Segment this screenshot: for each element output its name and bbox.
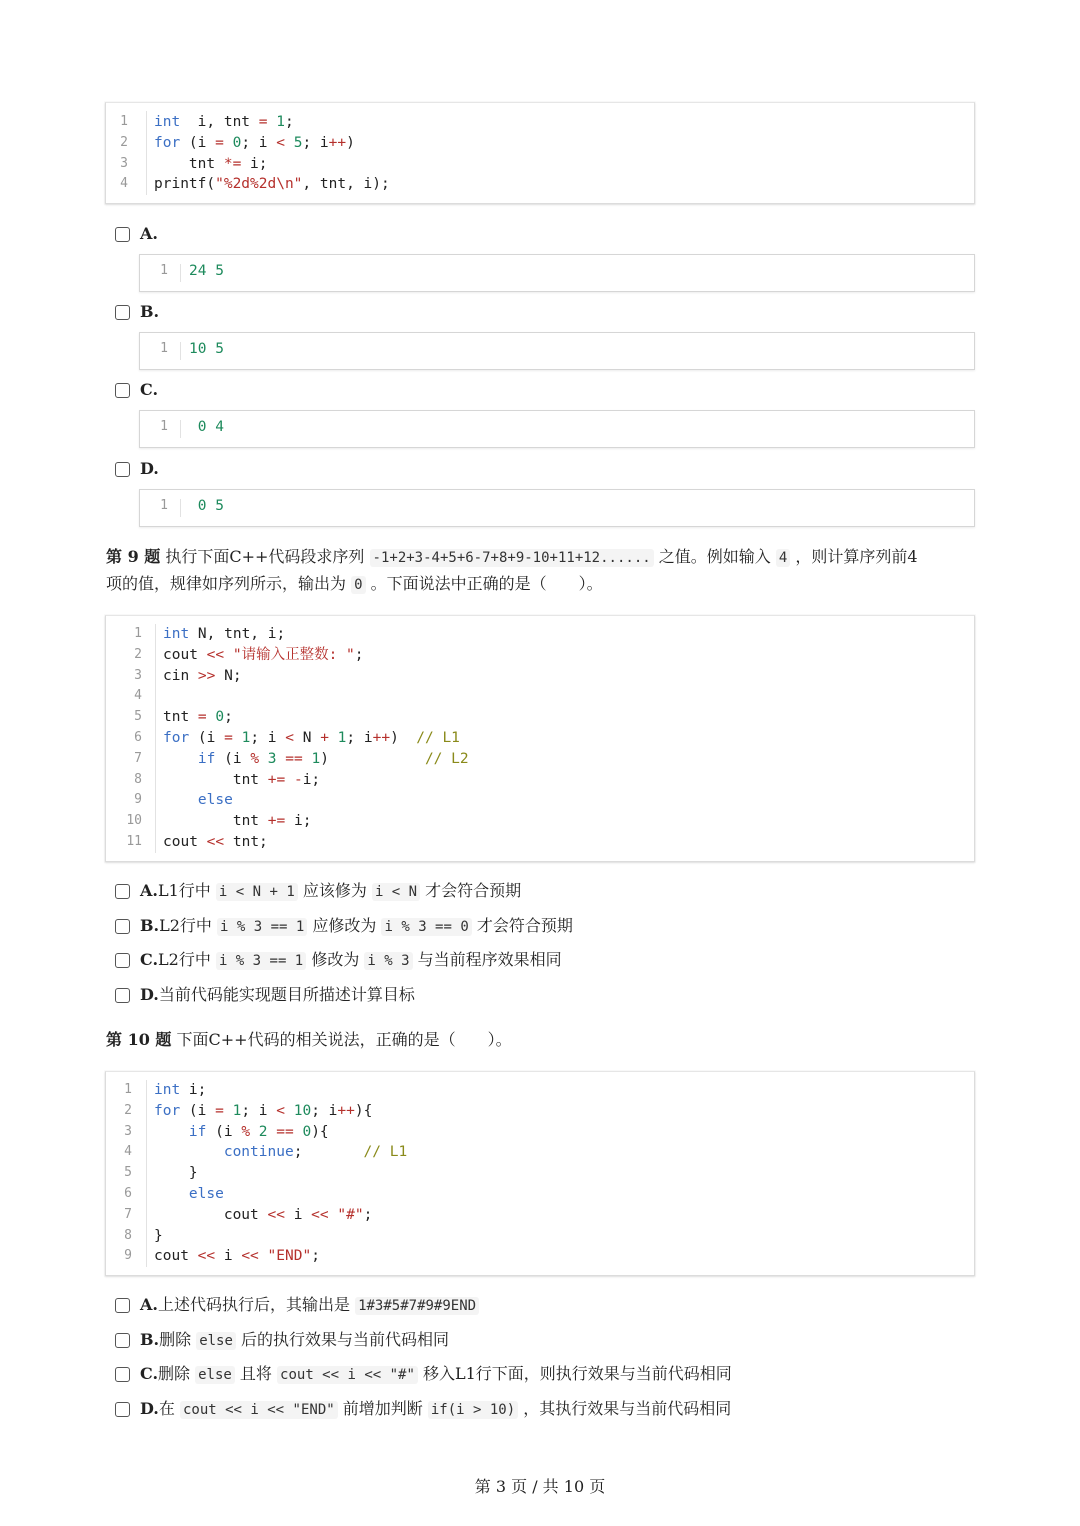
option-text: 后的执行效果与当前代码相同 — [235, 1330, 449, 1349]
inline-code: else — [195, 1366, 235, 1384]
option-text: 当前代码能实现题目所描述计算目标 — [158, 985, 415, 1004]
option-b-checkbox[interactable] — [115, 305, 130, 320]
option-answer-text: 0 4 — [189, 419, 224, 435]
q10-option-c-checkbox[interactable] — [115, 1367, 130, 1382]
inline-code: i < N — [372, 883, 420, 901]
q9-code-line — [106, 811, 974, 832]
q9-input-example: 4 — [776, 549, 790, 567]
option-answer-box — [139, 410, 975, 448]
option-a-checkbox[interactable] — [115, 227, 130, 242]
q9-code-line — [106, 666, 974, 687]
line-number: 4 — [120, 176, 128, 192]
q10-option-c — [140, 1363, 732, 1386]
code-text: int N, tnt, i; — [163, 626, 286, 642]
inline-code: else — [196, 1332, 236, 1350]
q10-code-line — [106, 1122, 974, 1143]
option-letter: C. — [140, 380, 159, 399]
q8-code-line — [106, 154, 974, 175]
q9-label: 第 9 题 — [106, 547, 161, 566]
code-text: printf("%2d%2d\n", tnt, i); — [154, 176, 390, 193]
gutter-divider — [180, 342, 181, 360]
line-number: 3 — [134, 667, 142, 683]
q10-option-b — [140, 1329, 449, 1352]
q9-text2: 之值。例如输入 — [658, 547, 771, 566]
q9-code-line — [106, 707, 974, 728]
inline-code: cout << i << "#" — [277, 1366, 418, 1384]
line-number: 9 — [124, 1248, 132, 1264]
code-text: else — [197, 792, 233, 809]
option-answer-box — [139, 332, 975, 370]
option-text: 修改为 — [306, 950, 365, 969]
option-text: 才会符合预期 — [420, 881, 522, 900]
code-text: tnt += i; — [163, 813, 312, 830]
q10-label: 第 10 题 — [106, 1030, 172, 1049]
q10-code-line — [106, 1163, 974, 1184]
option-letter: C. — [140, 950, 159, 969]
option-letter: D. — [140, 1399, 159, 1418]
q10-code-line — [106, 1226, 974, 1247]
option-text: 删除 — [158, 1364, 196, 1383]
line-number: 1 — [160, 419, 168, 434]
q9-option-a-checkbox[interactable] — [115, 884, 130, 899]
line-number: 6 — [134, 729, 142, 745]
q9-option-c-checkbox[interactable] — [115, 953, 130, 968]
code-text: } — [154, 1227, 163, 1244]
inline-code: if(i > 10) — [428, 1401, 518, 1419]
code-text: cin >> N; — [163, 667, 242, 684]
q10-code-line — [106, 1246, 974, 1267]
option-text: 移入L1行下面，则执行效果与当前代码相同 — [417, 1364, 732, 1383]
q9-sequence: -1+2+3-4+5+6-7+8+9-10+11+12...... — [370, 549, 654, 567]
code-text: cout << i << "END"; — [154, 1248, 320, 1265]
line-number: 11 — [126, 833, 142, 849]
line-number: 4 — [134, 688, 142, 704]
line-number: 7 — [134, 750, 142, 766]
q8-code-line — [106, 174, 974, 195]
q10-code-line — [106, 1184, 974, 1205]
gutter-divider — [180, 420, 181, 438]
q9-option-c — [140, 949, 562, 972]
line-number: 5 — [134, 709, 142, 725]
option-text: L2行中 — [158, 950, 216, 969]
q9-option-b-checkbox[interactable] — [115, 919, 130, 934]
option-text: 删除 — [159, 1330, 197, 1349]
line-number: 8 — [124, 1227, 132, 1243]
code-text: tnt = 0; — [163, 709, 233, 726]
gutter-divider — [180, 264, 181, 282]
q9-option-d-checkbox[interactable] — [115, 988, 130, 1003]
q9-text1: 执行下面C++代码段求序列 — [165, 547, 365, 566]
option-text: 应该修为 — [297, 881, 372, 900]
line-number: 8 — [134, 771, 142, 787]
line-number: 1 — [134, 626, 142, 641]
q9-code-line — [106, 686, 974, 707]
q9-text4: 项的值，规律如序列所示，输出为 — [106, 574, 347, 593]
inline-code: i % 3 == 1 — [216, 952, 306, 970]
q9-text5: 。下面说法中正确的是（ ）。 — [370, 574, 603, 593]
q9-text3: ，则计算序列前4 — [795, 547, 918, 566]
code-text: int i, tnt = 1; — [154, 114, 294, 130]
q10-option-b-checkbox[interactable] — [115, 1333, 130, 1348]
line-number: 5 — [124, 1165, 132, 1181]
option-letter: A. — [140, 224, 158, 243]
q10-option-a — [140, 1294, 479, 1317]
line-number: 1 — [120, 114, 128, 129]
code-text: continue; // L1 — [223, 1144, 408, 1161]
line-number: 1 — [160, 263, 168, 278]
option-answer-box — [139, 254, 975, 292]
option-c-checkbox[interactable] — [115, 383, 130, 398]
q10-option-d-checkbox[interactable] — [115, 1402, 130, 1417]
code-text: for (i = 0; i < 5; i++) — [154, 134, 355, 151]
q9-code-block — [105, 615, 975, 862]
q9-code-line — [106, 645, 974, 666]
option-text: L2行中 — [159, 916, 217, 935]
option-text: 应修改为 — [307, 916, 382, 935]
option-letter: B. — [140, 1330, 160, 1349]
line-number: 9 — [134, 792, 142, 808]
option-letter: A. — [140, 1295, 158, 1314]
line-number: 1 — [124, 1082, 132, 1097]
gutter-divider — [180, 499, 181, 517]
option-text: 与当前程序效果相同 — [412, 950, 562, 969]
option-answer-text: 0 5 — [189, 498, 224, 514]
q10-code-line — [106, 1101, 974, 1122]
code-text: int i; — [154, 1082, 207, 1098]
code-text: tnt += -i; — [163, 771, 321, 788]
q8-code-line — [106, 133, 974, 154]
q10-option-a-checkbox[interactable] — [115, 1298, 130, 1313]
q10-option-d — [140, 1398, 731, 1421]
code-text: else — [188, 1185, 224, 1202]
q10-code-line — [106, 1142, 974, 1163]
option-answer-box — [139, 489, 975, 527]
option-letter: B. — [140, 916, 160, 935]
option-d-checkbox[interactable] — [115, 462, 130, 477]
inline-code: i % 3 == 1 — [217, 918, 307, 936]
q10-code-line — [106, 1080, 974, 1101]
line-number: 2 — [120, 134, 128, 150]
line-number: 6 — [124, 1185, 132, 1201]
q9-option-b — [140, 915, 573, 938]
line-number: 1 — [160, 341, 168, 356]
option-letter: D. — [140, 985, 159, 1004]
q10-text: 下面C++代码的相关说法，正确的是（ ）。 — [176, 1030, 512, 1049]
option-letter: C. — [140, 1364, 159, 1383]
option-text: L1行中 — [157, 881, 216, 900]
code-text: cout << i << "#"; — [154, 1206, 373, 1223]
option-answer-text: 24 5 — [189, 263, 224, 279]
inline-code: 1#3#5#7#9#9END — [355, 1297, 479, 1315]
code-text: cout << tnt; — [163, 833, 268, 850]
code-text: tnt *= i; — [154, 155, 268, 172]
line-number: 2 — [124, 1102, 132, 1118]
option-text: 才会符合预期 — [471, 916, 573, 935]
q9-code-line — [106, 624, 974, 645]
q10-title — [106, 1027, 512, 1053]
line-number: 10 — [126, 813, 142, 829]
q9-code-line — [106, 790, 974, 811]
option-letter: B. — [140, 302, 160, 321]
page-footer: 第 3 页 / 共 10 页 — [474, 1477, 606, 1496]
code-text: } — [154, 1165, 198, 1182]
option-answer-text: 10 5 — [189, 341, 224, 357]
q9-code-line — [106, 832, 974, 853]
q9-title-line2 — [106, 571, 603, 598]
line-number: 4 — [124, 1144, 132, 1160]
code-text: if (i % 3 == 1) // L2 — [197, 750, 469, 767]
option-text: 上述代码执行后，其输出是 — [157, 1295, 356, 1314]
option-text: ，其执行效果与当前代码相同 — [518, 1399, 732, 1418]
q9-code-line — [106, 770, 974, 791]
line-number: 2 — [134, 646, 142, 662]
q8-code-block — [105, 102, 975, 204]
option-letter: A. — [140, 881, 158, 900]
q9-option-d — [140, 984, 415, 1006]
option-text: 在 — [158, 1399, 180, 1418]
line-number: 3 — [124, 1123, 132, 1139]
code-text: if (i % 2 == 0){ — [188, 1123, 329, 1140]
q9-option-a — [140, 880, 521, 903]
q9-code-line — [106, 728, 974, 749]
option-text: 且将 — [234, 1364, 278, 1383]
inline-code: i % 3 == 0 — [381, 918, 471, 936]
option-text: 前增加判断 — [337, 1399, 428, 1418]
q8-code-line — [106, 112, 974, 133]
q10-code-block — [105, 1071, 975, 1276]
q9-output-example: 0 — [351, 576, 365, 594]
code-text: cout << "请输入正整数: "; — [163, 646, 364, 663]
q9-code-line — [106, 749, 974, 770]
q10-code-line — [106, 1205, 974, 1226]
code-text: for (i = 1; i < N + 1; i++) // L1 — [163, 729, 460, 746]
line-number: 3 — [120, 155, 128, 171]
inline-code: i % 3 — [364, 952, 412, 970]
line-number: 1 — [160, 498, 168, 513]
code-text: for (i = 1; i < 10; i++){ — [154, 1102, 373, 1119]
option-letter: D. — [140, 459, 159, 478]
q9-title — [106, 544, 918, 571]
line-number: 7 — [124, 1206, 132, 1222]
inline-code: cout << i << "END" — [180, 1401, 338, 1419]
inline-code: i < N + 1 — [216, 883, 298, 901]
